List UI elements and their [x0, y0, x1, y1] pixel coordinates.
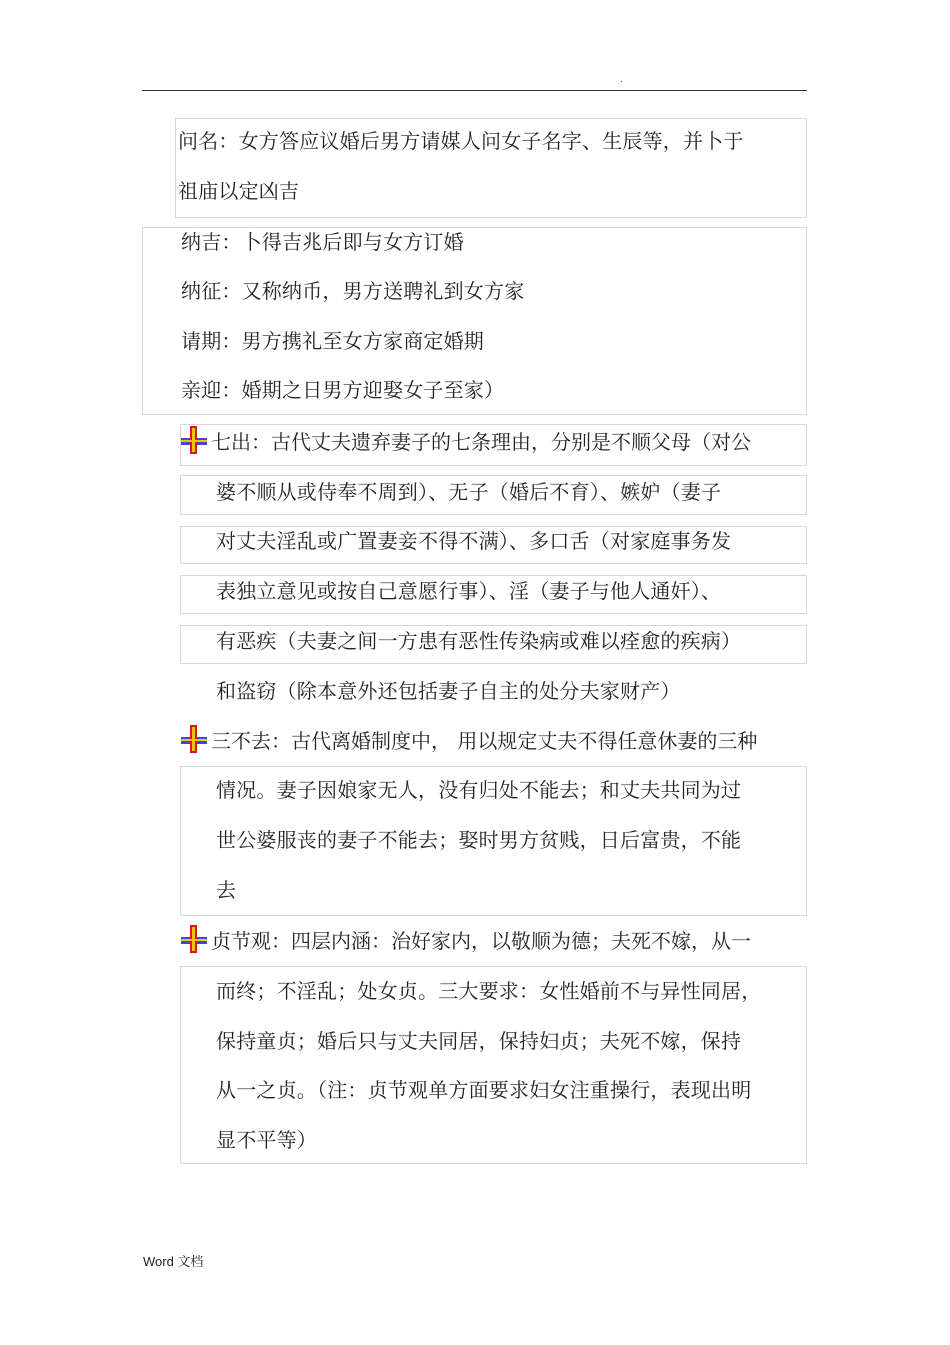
- zhenjie-line-1: 贞节观：四层内涵：治好家内，以敬顺为德；夫死不嫁，从一: [211, 929, 751, 953]
- sanbuqu-line-1: 三不去：古代离婚制度中， 用以规定丈夫不得任意休妻的三种: [211, 729, 758, 753]
- sanbuqu-line-3: 世公婆服丧的妻子不能去；娶时男方贫贱，日后富贵，不能: [216, 828, 742, 852]
- header-rule: [142, 90, 807, 91]
- qichu-line-3: 对丈夫淫乱或广置妻妾不得不满）、多口舌（对家庭事务发: [216, 529, 732, 553]
- zhenjie-line-3: 保持童贞；婚后只与丈夫同居，保持妇贞；夫死不嫁，保持: [216, 1029, 742, 1053]
- zhenjie-line-4: 从一之贞。（注：贞节观单方面要求妇女注重操行，表现出明: [216, 1078, 752, 1102]
- zhenjie-line-2: 而终；不淫乱；处女贞。三大要求：女性婚前不与异性同居，: [216, 979, 762, 1003]
- qichu-line-4: 表独立意见或按自己意愿行事）、淫（妻子与他人通奸）、: [216, 579, 722, 603]
- block2-line-2: 纳征：又称纳币，男方送聘礼到女方家: [181, 279, 525, 303]
- block1-line-1: 问名：女方答应议婚后男方请媒人问女子名字、生辰等，并卜于: [178, 129, 744, 153]
- block2-line-4: 亲迎：婚期之日男方迎娶女子至家）: [181, 378, 505, 402]
- qichu-line-2: 婆不顺从或侍奉不周到）、无子（婚后不育）、嫉妒（妻子: [216, 480, 722, 504]
- bullet-icon: [181, 925, 207, 953]
- qichu-line-1: 七出：古代丈夫遗弃妻子的七条理由，分别是不顺父母（对公: [211, 430, 751, 454]
- block1-line-2: 祖庙以定凶吉: [178, 179, 300, 203]
- sanbuqu-line-4: 去: [216, 878, 237, 902]
- header-mark: .: [620, 74, 623, 85]
- qichu-line-6: 和盗窃（除本意外还包括妻子自主的处分夫家财产）: [216, 679, 681, 703]
- sanbuqu-line-2: 情况。妻子因娘家无人，没有归处不能去；和丈夫共同为过: [216, 778, 742, 802]
- zhenjie-line-5: 显不平等）: [216, 1128, 317, 1152]
- bullet-icon: [181, 426, 207, 454]
- block2-line-1: 纳吉：卜得吉兆后即与女方订婚: [181, 230, 464, 254]
- footer-label: Word 文档: [143, 1254, 204, 1269]
- block2-line-3: 请期：男方携礼至女方家商定婚期: [181, 329, 484, 353]
- bullet-icon: [181, 725, 207, 753]
- qichu-line-5: 有恶疾（夫妻之间一方患有恶性传染病或难以痊愈的疾病）: [216, 629, 742, 653]
